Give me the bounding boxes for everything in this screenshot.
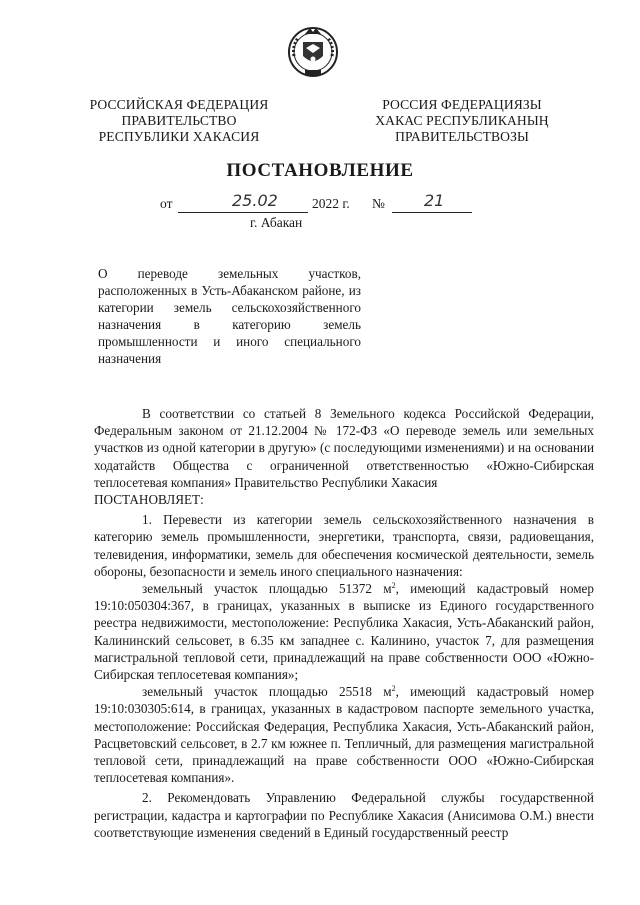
city-name: г. Абакан: [250, 215, 303, 230]
header-right-line: ХАКАС РЕСПУБЛИКАНЫҢ: [375, 113, 549, 128]
number-underline: [392, 212, 472, 213]
date-number-line: [0, 191, 640, 216]
number-label: №: [372, 196, 385, 211]
document-body: [94, 405, 594, 841]
header-right-line: РОССИЯ ФЕДЕРАЦИЯЗЫ: [382, 97, 542, 112]
date-from-label: от: [160, 196, 173, 211]
resolves-heading: ПОСТАНОВЛЯЕТ:: [94, 492, 204, 508]
header-right-line: ПРАВИТЕЛЬСТВОЗЫ: [395, 129, 529, 144]
item-2-paragraph: 2. Рекомендовать Управлению Федеральной службы государственной регистрации, кадастра и картографии по Республике Хакасия (Анисимова О.М.) внести соответствующие изменения сведений в Единый государственный реестр: [94, 790, 594, 840]
document-subject: О переводе земельных участков, расположенных в Усть-Абаканском районе, из категории земель сельскохозяйственного назначения в категорию земель промышленности и иного специального назначения: [98, 266, 361, 366]
plot-2-paragraph: [94, 683, 594, 786]
plot-2-superscript: 2: [391, 684, 396, 694]
header-left-line: ПРАВИТЕЛЬСТВО: [121, 113, 237, 128]
header-left-line: РЕСПУБЛИКИ ХАКАСИЯ: [98, 129, 260, 144]
item-1-paragraph: 1. Перевести из категории земель сельскохозяйственного назначения в категорию земель промышленности, энергетики, транспорта, связи, радиовещания, телевидения, информатики, земель для обеспечения космической деятельности, земель обороны, безопасности и земель иного специального назначения:: [94, 512, 594, 579]
plot-2-text-b: , имеющий кадастровый номер 19:10:030305:614, в границах, указанных в кадастровом паспорте земельного участка, местоположение: Российская Федерация, Республика Хакасия, Усть-Абаканский район, Расцветовский сельсовет, в 2.7 км южнее п. Тепличный, для размещения магистральной тепловой сети, принадлежащий на праве собственности ООО «Южно-Сибирская теплосетевая компания».: [94, 684, 594, 786]
plot-1-paragraph: [94, 580, 594, 683]
document-title: ПОСТАНОВЛЕНИЕ: [226, 160, 414, 181]
plot-1-superscript: 2: [391, 581, 396, 591]
coat-of-arms-emblem: [286, 20, 340, 80]
header-right-block: [362, 97, 562, 145]
header-left-line: РОССИЙСКАЯ ФЕДЕРАЦИЯ: [89, 97, 269, 112]
date-handwritten: 25.02: [232, 191, 278, 210]
header-left-block: [78, 97, 280, 145]
date-underline: [178, 212, 308, 213]
year-label: 2022 г.: [312, 196, 350, 211]
plot-2-text-a: земельный участок площадью 25518 м: [142, 684, 392, 700]
intro-paragraph: В соответствии со статьей 8 Земельного кодекса Российской Федерации, Федеральным законом от 21.12.2004 № 172-ФЗ «О переводе земель или земельных участков из одной категории в другую» (с последующими изменениями) и на основании ходатайств Общества с ограниченной ответственностью «Южно-Сибирская теплосетевая компания» Правительство Республики Хакасия: [94, 406, 594, 490]
plot-1-text-a: земельный участок площадью 51372 м: [142, 581, 392, 597]
number-handwritten: 21: [424, 191, 445, 210]
plot-1-text-b: , имеющий кадастровый номер 19:10:050304:367, в границах, указанных в выписке из Единого государственного реестра недвижимости, местоположение: Республика Хакасия, Усть-Абаканский район, Калининский сельсовет, в 6.35 км западнее с. Калинино, участок 7, для размещения магистральной тепловой сети, принадлежащий на праве собственности ООО «Южно-Сибирская теплосетевая компания»;: [94, 581, 594, 683]
